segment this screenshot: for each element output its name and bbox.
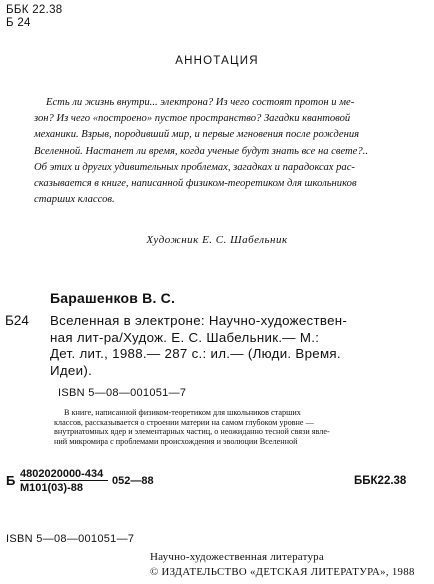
artist-credit: Художник Е. С. Шабельник: [146, 234, 288, 246]
bbk-header: [6, 4, 62, 30]
annotation-line: Есть ли жизнь внутри... электрона? Из чего состоят протон и ме-: [46, 97, 355, 108]
number-suffix: 052—88: [112, 475, 154, 487]
number-numerator: 4802020000-434: [20, 468, 104, 480]
annotation-line: Вселенной. Настанет ли время, когда ученые будут знать все на свете?..: [34, 145, 368, 157]
bbk-bottom: ББК22.38: [354, 475, 407, 487]
catalog-description-line: Идеи).: [50, 362, 93, 378]
annotation-line: Об этих и других удивительных проблемах, загадках и парадоксах рас-: [34, 161, 355, 173]
publisher-copyright: © ИЗДАТЕЛЬСТВО «ДЕТСКАЯ ЛИТЕРАТУРА», 1988: [150, 566, 415, 578]
footer-isbn: ISBN 5—08—001051—7: [6, 533, 135, 545]
annotation-body: [34, 95, 416, 208]
annotation-line: зон? Из чего «построено» пустое пространство? Загадки квантовой: [34, 113, 351, 125]
number-denominator: М101(03)-88: [20, 482, 83, 494]
catalog-abstract: [54, 408, 430, 446]
fraction-divider: [20, 480, 108, 481]
abstract-line: внутриатомных ядер и элементарных частиц, о неожиданно тесной связи явле-: [54, 427, 330, 437]
abstract-line: ний микромира с проблемами происхождения и эволюции Вселенной: [54, 436, 298, 446]
abstract-line: В книге, написанной физиком-теоретиком для школьников старших: [64, 408, 301, 417]
catalog-code: Б24: [5, 313, 29, 328]
catalog-isbn: ISBN 5—08—001051—7: [58, 387, 187, 399]
catalog-description: [50, 313, 420, 379]
annotation-line: механики. Взрыв, породивший мир, и первые мгновения после рождения: [34, 129, 360, 141]
annotation-title: АННОТАЦИЯ: [175, 55, 259, 67]
class-code: Б: [6, 473, 16, 488]
catalog-author: Барашенков В. С.: [50, 290, 176, 306]
annotation-line: сказывается в книге, написанной физиком-теоретиком для школьников: [34, 178, 357, 190]
abstract-line: классов, рассказывается о строении материи на самом глубоком уровне —: [54, 417, 314, 427]
genre-label: Научно-художественная литература: [150, 551, 324, 563]
bbk-code: ББК 22.38: [6, 4, 63, 16]
catalog-description-line: Дет. лит., 1988.— 287 с.: ил.— (Люди. Время.: [50, 346, 341, 361]
catalog-description-line: Вселенная в электроне: Научно-художествен-: [50, 313, 348, 328]
annotation-line: старших классов.: [34, 194, 115, 206]
index-code: Б 24: [6, 17, 31, 29]
catalog-description-line: ная лит-ра/Худож. Е. С. Шабельник.— М.:: [50, 329, 320, 345]
